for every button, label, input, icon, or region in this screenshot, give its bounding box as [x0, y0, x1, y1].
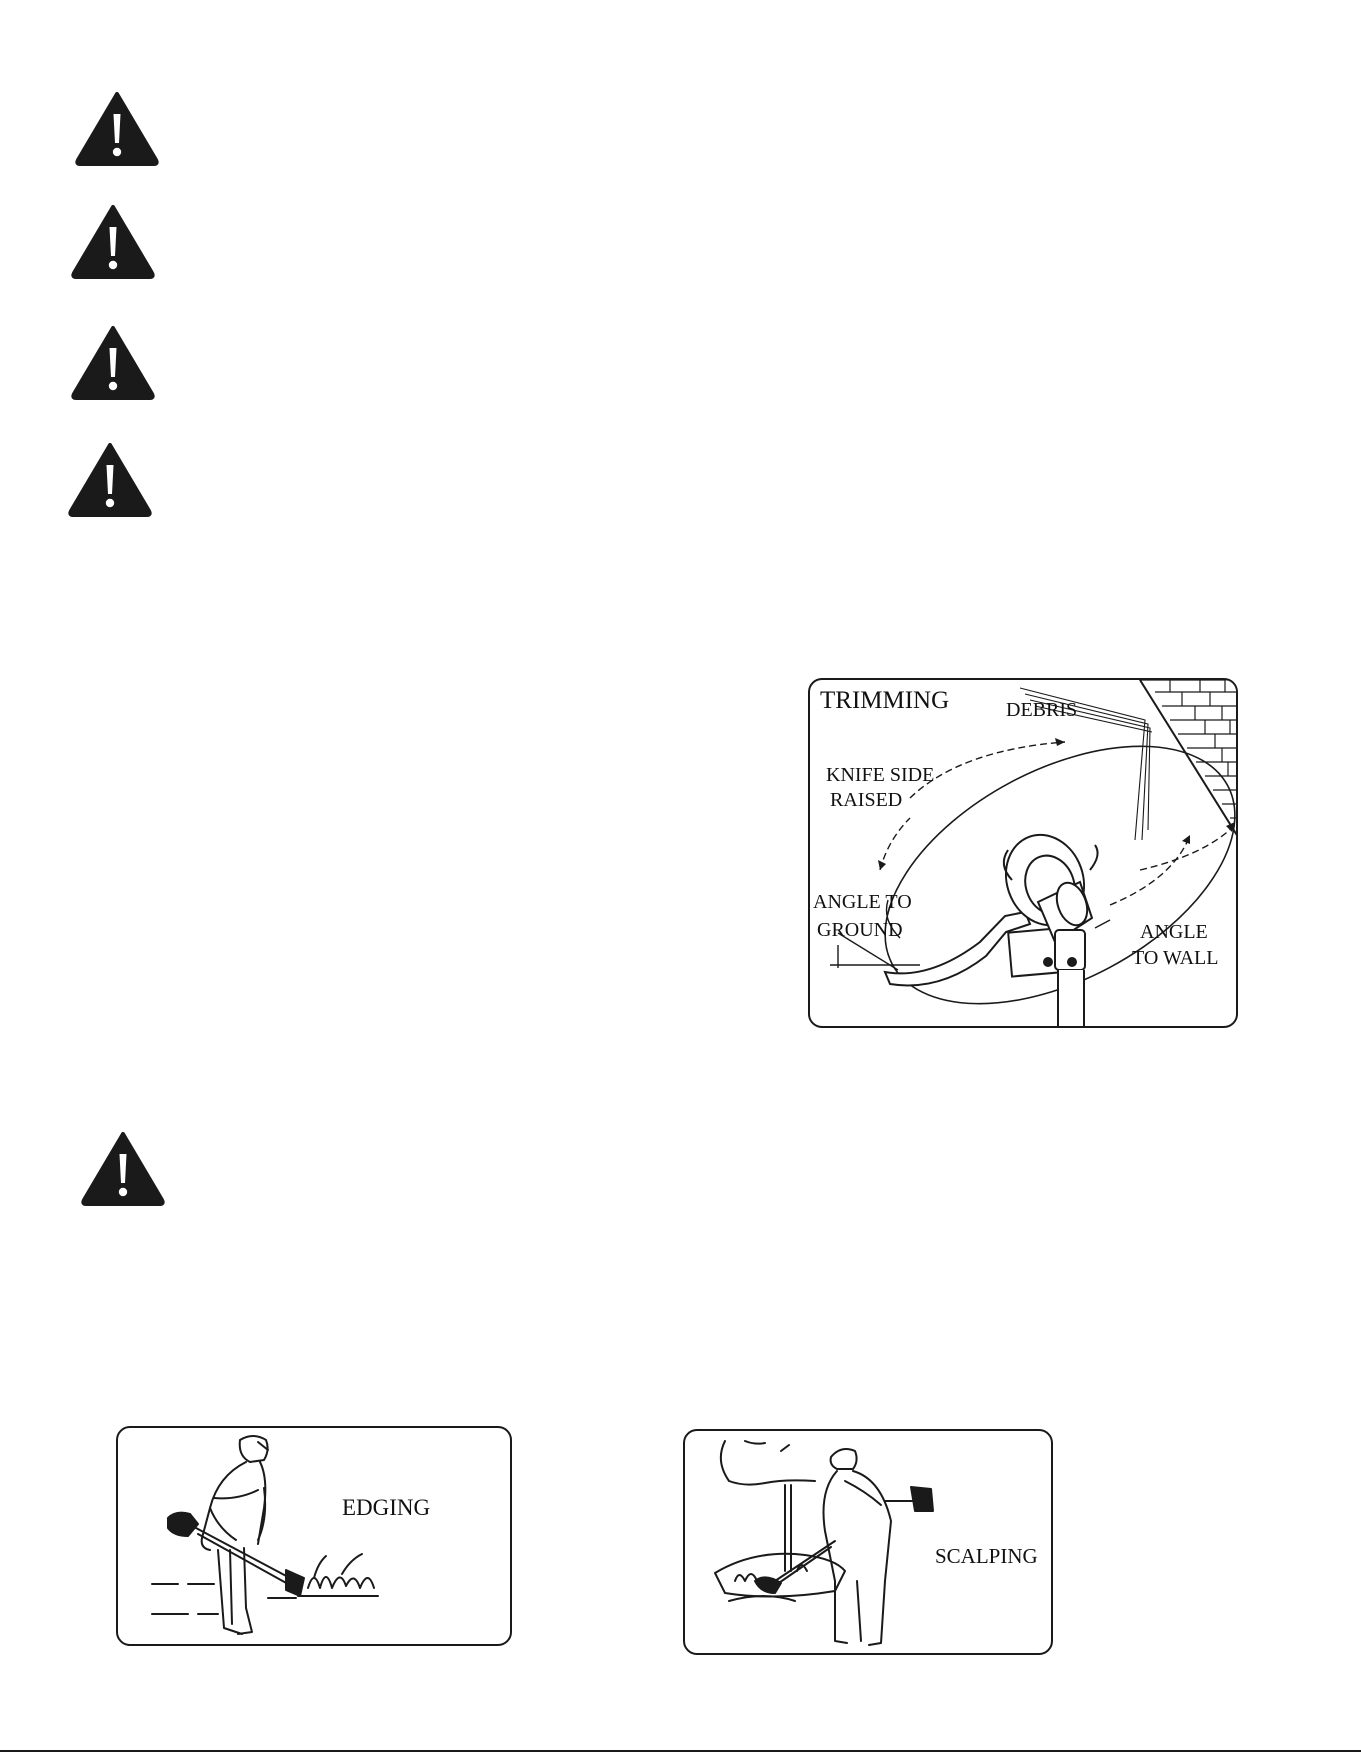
trimming-illustration [810, 680, 1238, 1028]
scalping-illustration [685, 1431, 1053, 1655]
angle-to-wall-label-line1: ANGLE [1140, 921, 1208, 943]
edging-label: EDGING [342, 1495, 431, 1520]
warning-icon-2 [70, 203, 156, 279]
warning-icon-3 [70, 324, 156, 400]
trimming-title: TRIMMING [820, 687, 950, 714]
trimmer-head [885, 824, 1098, 1028]
scalping-figure [683, 1429, 1053, 1655]
angle-to-ground-label-line1: ANGLE TO [813, 891, 912, 913]
warning-triangle-icon [70, 324, 156, 400]
warning-triangle-icon [70, 203, 156, 279]
trimming-figure [808, 678, 1238, 1028]
footer-rule [0, 1750, 1361, 1752]
warning-icon-1 [74, 90, 160, 166]
angle-to-wall-label-line2: TO WALL [1132, 947, 1219, 969]
debris-label: DEBRIS [1006, 699, 1078, 721]
warning-triangle-icon [80, 1130, 166, 1206]
edging-illustration [118, 1428, 512, 1646]
warning-triangle-icon [74, 90, 160, 166]
warning-icon-5 [80, 1130, 166, 1206]
knife-side-label-line2: RAISED [830, 789, 903, 811]
warning-icon-4 [67, 441, 153, 517]
angle-to-ground-label-line2: GROUND [817, 919, 903, 941]
knife-side-label-line1: KNIFE SIDE [826, 764, 935, 786]
brick-wall [1140, 680, 1238, 840]
warning-triangle-icon [67, 441, 153, 517]
edging-figure [116, 1426, 512, 1646]
scalping-label: SCALPING [935, 1544, 1038, 1568]
